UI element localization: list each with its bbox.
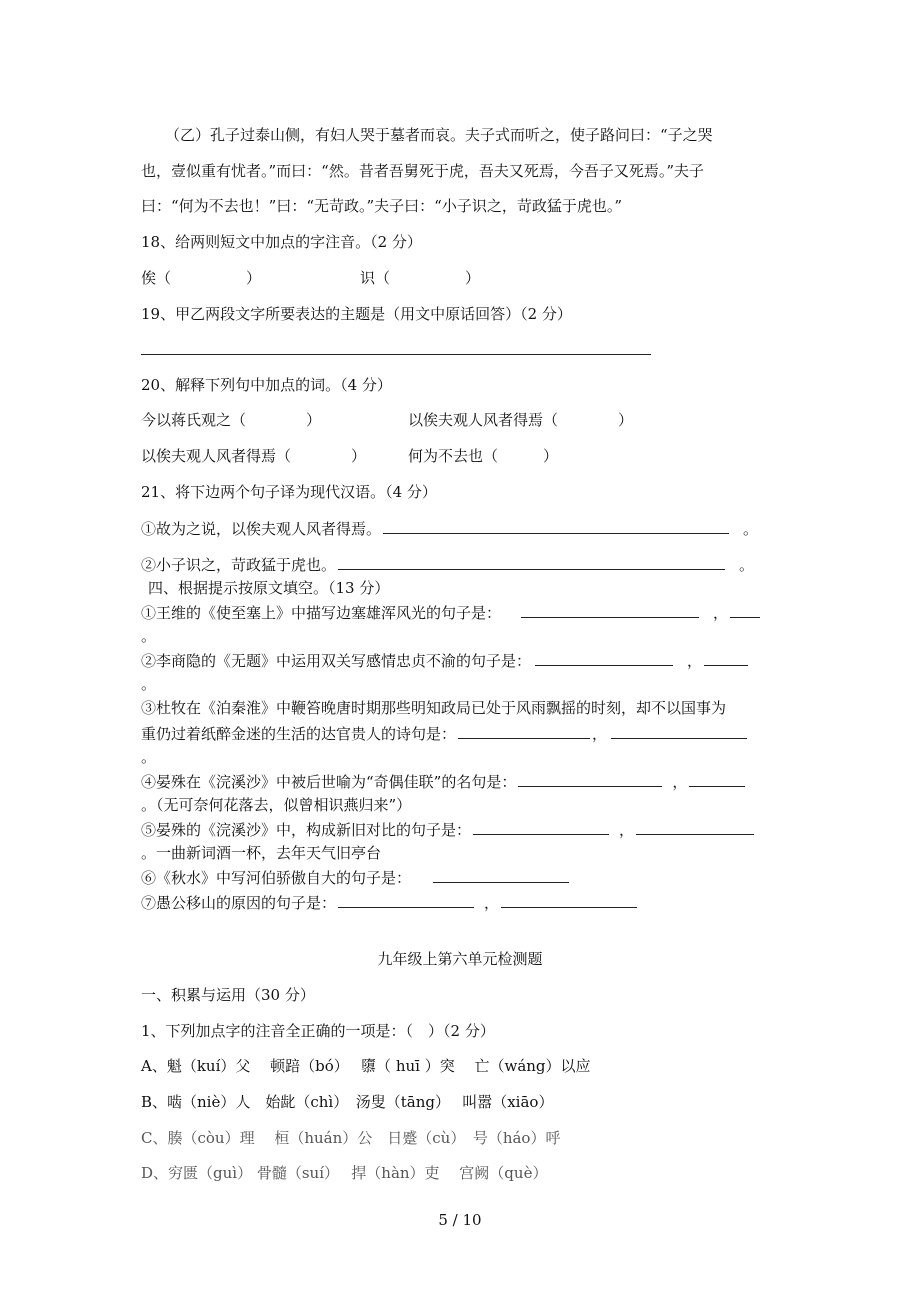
option-c: C、腠（còu）理 桓（huán）公 日蹙（cù） 号（háo）呼 [141, 1129, 561, 1147]
period: 。 [743, 520, 759, 538]
fill-item-3-text: 重仍过着纸醉金迷的生活的达官贵人的诗句是： [141, 725, 457, 743]
fill-blank [473, 819, 609, 835]
fill-item-3-line-2 [141, 723, 749, 744]
page-number: 5 / 10 [438, 1211, 482, 1229]
part-1-heading: 一、积累与运用（30 分） [141, 986, 315, 1004]
q21-sentence-2 [141, 554, 754, 575]
fill-item-2-end: 。 [141, 675, 157, 693]
question-19: 19、甲乙两段文字所要表达的主题是（用文中原话回答）（2 分） [141, 305, 572, 323]
fill-blank [611, 723, 747, 739]
option-a: A、魁（kuí）父 顿踣（bó） 隳（ huī ）突 亡（wáng）以应 [141, 1057, 591, 1075]
unit-test-title: 九年级上第六单元检测题 [377, 950, 543, 968]
q20-item-1: 今以蒋氏观之（ ） [141, 411, 322, 429]
section-4-heading: 四、根据提示按原文填空。（13 分） [148, 579, 390, 597]
fill-blank [518, 771, 662, 787]
q21-sentence-2-text: ②小子识之，苛政猛于虎也。 [141, 556, 337, 574]
fill-item-3-line-1: ③杜牧在《泊秦淮》中鞭笞晚唐时期那些明知政局已处于风雨飘摇的时刻，却不以国事为 [141, 699, 727, 717]
fill-item-5-note: 。一曲新词酒一杯，去年天气旧亭台 [141, 844, 382, 862]
fill-item-3-end: 。 [141, 748, 157, 766]
question-18: 18、给两则短文中加点的字注音。（2 分） [141, 233, 422, 251]
fill-blank [433, 867, 569, 883]
comma: ， [484, 894, 500, 912]
question-20: 20、解释下列句中加点的词。（4 分） [141, 376, 392, 394]
passage-line-2: 也，壹似重有忧者。”而曰：“然。昔者吾舅死于虎，吾夫又死焉，今吾子又死焉。”夫子 [141, 162, 705, 180]
fill-item-4-text: ④晏殊在《浣溪沙》中被后世喻为“奇偶佳联”的名句是： [141, 773, 517, 791]
fill-item-4 [141, 771, 747, 792]
fill-item-5 [141, 819, 756, 840]
q20-item-3: 以俟夫观人风者得焉（ ） [141, 447, 367, 465]
fill-item-6 [141, 867, 571, 888]
fill-item-1-text: ①王维的《使至塞上》中描写边塞雄浑风光的句子是： [141, 604, 502, 622]
fill-item-1-end: 。 [141, 627, 157, 645]
fill-item-4-note: 。（无可奈何花落去，似曾相识燕归来”） [141, 796, 412, 814]
fill-item-2-text: ②李商隐的《无题》中运用双关写感情忠贞不渝的句子是： [141, 652, 532, 670]
fill-item-2 [141, 650, 750, 671]
fill-blank [458, 723, 590, 739]
question-1: 1、下列加点字的注音全正确的一项是：（ ）（2 分） [141, 1022, 495, 1040]
q21-sentence-1 [141, 518, 758, 539]
comma: ， [672, 773, 688, 791]
fill-blank [501, 892, 637, 908]
fill-blank [535, 650, 673, 666]
q18-blank-1: 俟（ ） [141, 269, 262, 287]
option-d: D、穷匮（guì） 骨髓（suí） 捍（hàn）吏 宫阙（què） [141, 1164, 548, 1182]
fill-blank [338, 892, 474, 908]
comma: ， [619, 821, 635, 839]
fill-item-7 [141, 892, 639, 913]
comma: ， [687, 652, 703, 670]
passage-line-3: 曰：“何为不去也！”曰：“无苛政。”夫子曰：“小子识之，苛政猛于虎也。” [141, 197, 623, 215]
period: 。 [739, 556, 755, 574]
option-b: B、啮（niè）人 始龀（chì） 汤叟（tāng） 叫嚣（xiāo） [141, 1093, 554, 1111]
q18-blank-2: 识（ ） [360, 269, 481, 287]
comma: ， [592, 725, 608, 743]
comma: ， [713, 604, 729, 622]
fill-item-7-text: ⑦愚公移山的原因的句子是： [141, 894, 337, 912]
fill-item-5-text: ⑤晏殊的《浣溪沙》中，构成新旧对比的句子是： [141, 821, 472, 839]
fill-blank [521, 602, 699, 618]
q21-answer-line-2 [338, 554, 725, 570]
q21-sentence-1-text: ①故为之说，以俟夫观人风者得焉。 [141, 520, 382, 538]
question-21: 21、将下边两个句子译为现代汉语。（4 分） [141, 483, 437, 501]
q19-answer-line [141, 354, 651, 355]
fill-item-6-text: ⑥《秋水》中写河伯骄傲自大的句子是： [141, 869, 412, 887]
fill-item-1 [141, 602, 762, 623]
fill-blank [636, 819, 754, 835]
q20-item-4: 何为不去也（ ） [408, 447, 559, 465]
q20-item-2: 以俟夫观人风者得焉（ ） [408, 411, 634, 429]
passage-line-1: （乙）孔子过泰山侧，有妇人哭于墓者而哀。夫子式而听之，使子路问曰：“子之哭 [165, 126, 713, 144]
fill-blank [704, 650, 748, 666]
q21-answer-line-1 [383, 518, 729, 534]
fill-blank [689, 771, 745, 787]
fill-blank [730, 602, 760, 618]
